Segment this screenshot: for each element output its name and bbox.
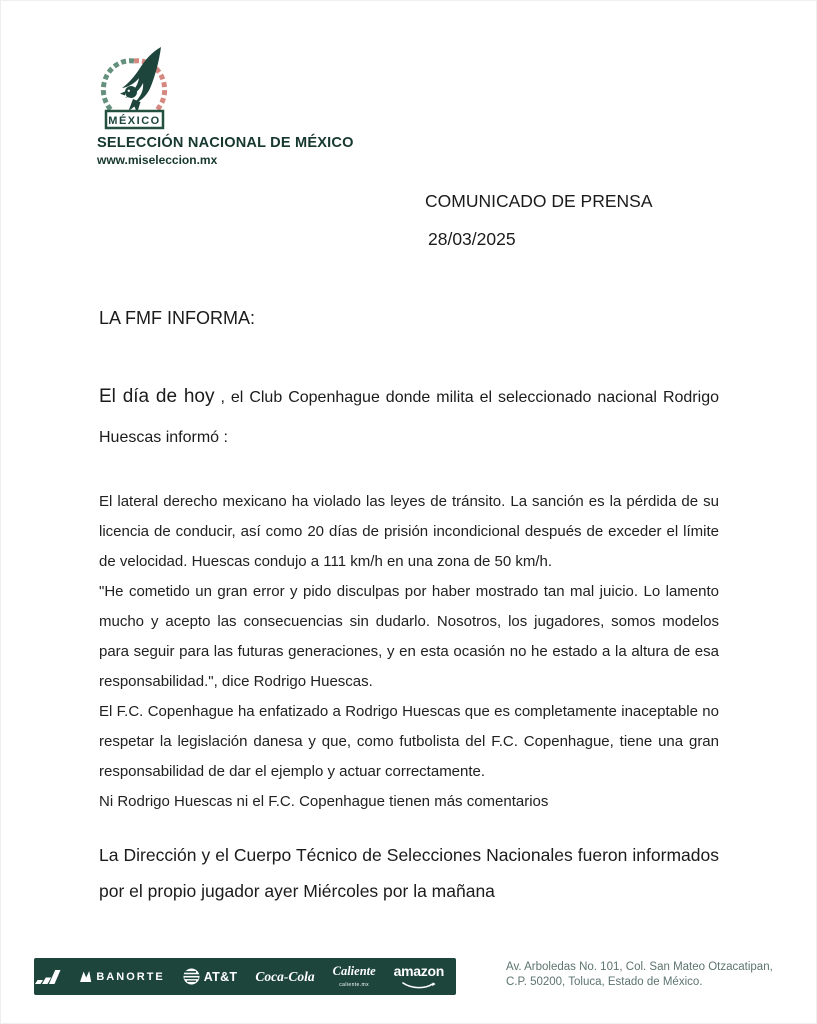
paragraph-club-statement: El F.C. Copenhague ha enfatizado a Rodrigo Huescas que es completamente inaceptable no respetar la legislación danesa y que, como futbolista del F.C. Copenhague, tiene una gran responsabilidad de dar el ejemplo y actuar correctamente. [99,703,719,780]
paragraph-quote: "He cometido un gran error y pido disculpas por haber mostrado tan mal juicio. Lo lamento mucho y acepto las consecuencias sin dudarlo. Nosotros, los jugadores, somos modelos para seguir para las futuras generaciones, y en esta ocasión no he estado a la altura de esa responsabilidad.", dice Rodrigo Huescas. [99,583,719,690]
amazon-wordmark: amazon [393,963,444,979]
sponsor-adidas [35,969,61,985]
att-wordmark: AT&T [203,969,238,984]
banorte-logo-icon [79,970,92,983]
lead-rest: , el Club Copenhague donde milita el seleccionado nacional Rodrigo Huescas informó : [99,389,719,446]
sponsor-caliente [333,965,376,988]
crest-label: MÉXICO [108,115,161,127]
paragraph-no-comments: Ni Rodrigo Huescas ni el F.C. Copenhague tienen más comentarios [99,793,549,810]
eagle-crest-icon [95,45,179,133]
sponsor-att [183,968,238,985]
body-paragraphs [99,487,719,817]
banorte-wordmark: BANORTE [96,970,165,983]
caliente-wordmark: Caliente [332,964,376,979]
att-globe-icon [183,968,200,985]
org-website: www.miseleccion.mx [97,153,218,167]
adidas-logo-icon [35,969,61,985]
lead-emphasis: El día de hoy [99,386,215,407]
sponsor-cocacola [255,969,314,985]
cocacola-wordmark: Coca-Cola [255,968,315,984]
lead-paragraph [99,377,719,458]
address-line-2: C.P. 50200, Toluca, Estado de México. [506,976,703,988]
federation-address [506,960,773,990]
caliente-url: caliente.mx [339,981,369,988]
address-line-1: Av. Arboledas No. 101, Col. San Mateo Otzacatipan, [506,961,773,973]
amazon-smile-icon [402,982,436,989]
closing-paragraph: La Dirección y el Cuerpo Técnico de Selecciones Nacionales fueron informados por el propio jugador ayer Miércoles por la mañana [99,845,719,901]
sponsor-amazon [394,964,444,989]
document-title: COMUNICADO DE PRENSA [425,191,653,211]
org-name: SELECCIÓN NACIONAL DE MÉXICO [97,134,354,151]
paragraph-sanction: El lateral derecho mexicano ha violado las leyes de tránsito. La sanción es la pérdida de su licencia de conducir, así como 20 días de prisión incondicional después de exceder el límite de velocidad. Huescas condujo a 111 km/h en una zona de 50 km/h. [99,493,719,570]
document-date: 28/03/2025 [428,229,516,249]
intro-label: LA FMF INFORMA: [99,308,256,328]
fmf-crest-logo [95,45,179,135]
sponsor-banorte [79,970,164,983]
sponsors-bar [34,958,456,995]
